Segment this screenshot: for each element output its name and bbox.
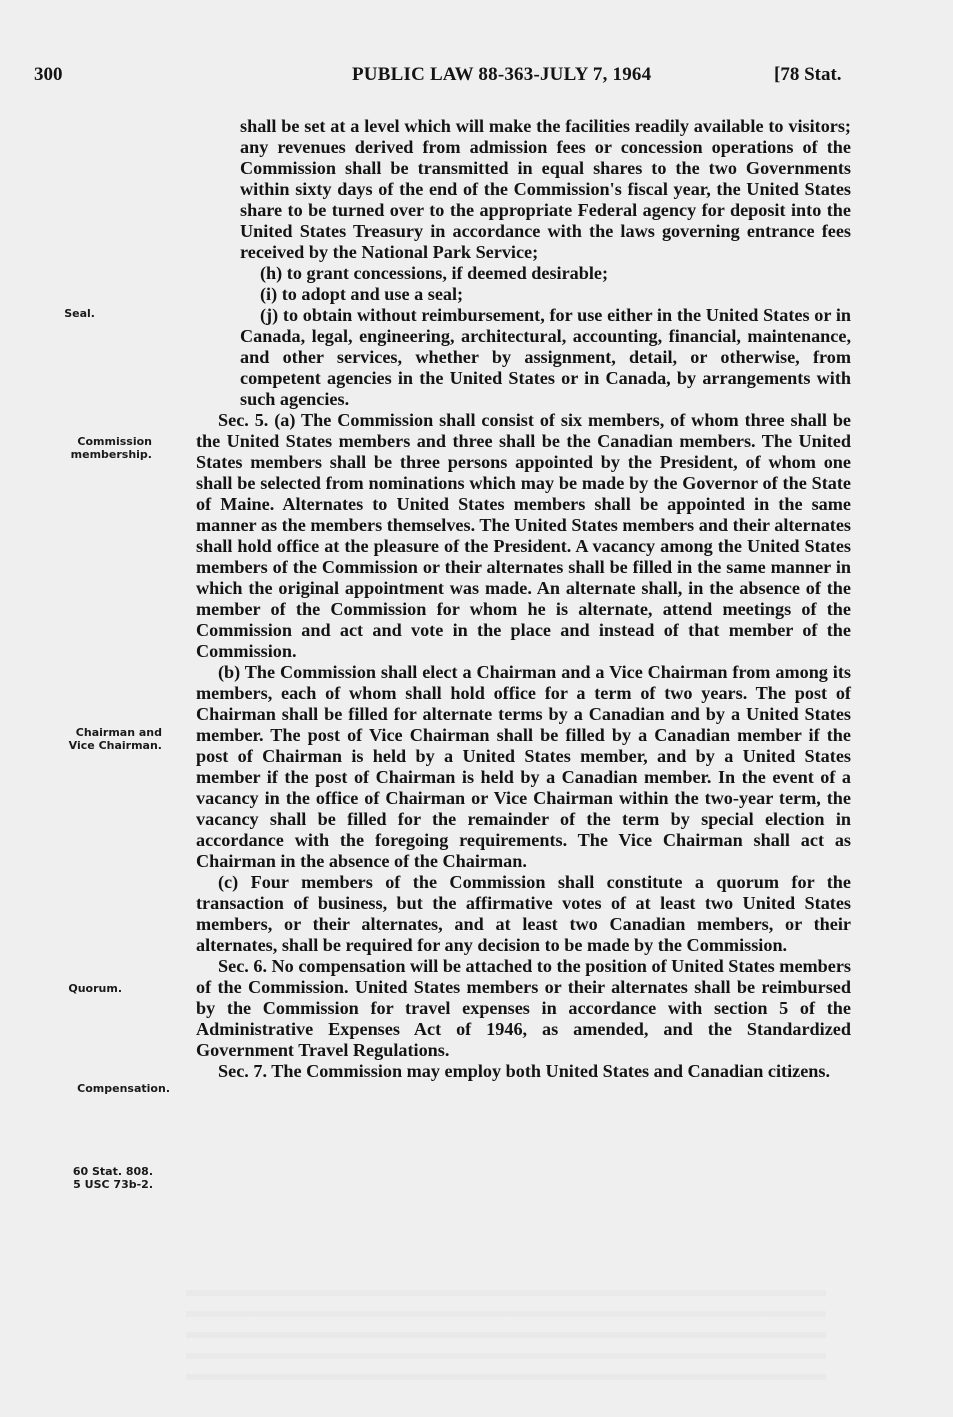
section-5c: (c) Four members of the Commission shall constitute a quorum for the transaction of business, but the affirmative votes of at least two United States members, or their alternates, and at least two Canadian members, or their alternates, shall be required for any decision to be made by the Commission.: [196, 872, 851, 955]
paragraph-admission-fees: shall be set at a level which will make the facilities readily available to visitors; any revenues derived from admission fees or concession operations of the Commission shall be transmitted in equal shares to the two Governments within sixty days of the end of the Commission's fiscal year, the United States share to be turned over to the appropriate Federal agency for deposit into the United States Treasury in accordance with the laws governing entrance fees received by the National Park Service;: [240, 116, 851, 262]
volume-reference: [78 Stat.: [774, 64, 842, 85]
margin-note-quorum: Quorum.: [68, 982, 122, 995]
clause-j: (j) to obtain without reimbursement, for use either in the United States or in Canada, legal, engineering, architectural, accounting, financial, maintenance, and other services, whether by assignment, detail, or otherwise, from competent agencies in the United States or in Canada, by arrangements with such agencies.: [240, 305, 851, 409]
page-number: 300: [34, 64, 63, 85]
margin-note-compensation: Compensation.: [77, 1082, 170, 1095]
section-5a: Sec. 5. (a) The Commission shall consist of six members, of whom three shall be the United States members and three shall be the Canadian members. The United States members shall be three persons appointed by the President, of whom one shall be selected from nominations which may be made by the Governor of the State of Maine. Alternates to United States members shall be appointed in the same manner as the members themselves. The United States members and their alternates shall hold office at the pleasure of the President. A vacancy among the United States members of the Commission or their alternates shall be filled in the same manner in which the original appointment was made. An alternate shall, in the absence of the member of the Commission for whom he is alternate, attend meetings of the Commission and act and vote in the place and instead of that member of the Commission.: [196, 410, 851, 661]
running-title: PUBLIC LAW 88-363-JULY 7, 1964: [352, 64, 652, 85]
clause-h: (h) to grant concessions, if deemed desirable;: [260, 263, 609, 283]
margin-note-seal: Seal.: [64, 307, 95, 320]
bleed-through-shading: [186, 1290, 826, 1380]
page-header: [34, 64, 854, 88]
section-7: Sec. 7. The Commission may employ both United States and Canadian citizens.: [218, 1061, 831, 1081]
clause-i: (i) to adopt and use a seal;: [260, 284, 464, 304]
margin-note-chairman: Chairman and Vice Chairman.: [68, 726, 162, 752]
body-text: [196, 116, 851, 1082]
margin-note-statute-reference: 60 Stat. 808. 5 USC 73b-2.: [72, 1165, 153, 1191]
section-5b: (b) The Commission shall elect a Chairman and a Vice Chairman from among its members, each of whom shall hold office for a term of two years. The post of Chairman shall be filled for alternate terms by a Canadian and by a United States member. The post of Vice Chairman shall be filled by a Canadian member if the post of Chairman is held by a United States member, and by a United States member if the post of Chairman is held by a Canadian member. In the event of a vacancy in the office of Chairman or Vice Chairman within the two-year term, the vacancy shall be filled for the remainder of the term by special election in accordance with the foregoing requirements. The Vice Chairman shall act as Chairman in the absence of the Chairman.: [196, 662, 851, 871]
margin-note-commission-membership: Commission membership.: [70, 435, 152, 461]
section-6: Sec. 6. No compensation will be attached to the position of United States members of the Commission. United States members or their alternates shall be reimbursed by the Commission for travel expenses in accordance with section 5 of the Administrative Expenses Act of 1946, as amended, and the Standardized Government Travel Regulations.: [196, 956, 851, 1060]
